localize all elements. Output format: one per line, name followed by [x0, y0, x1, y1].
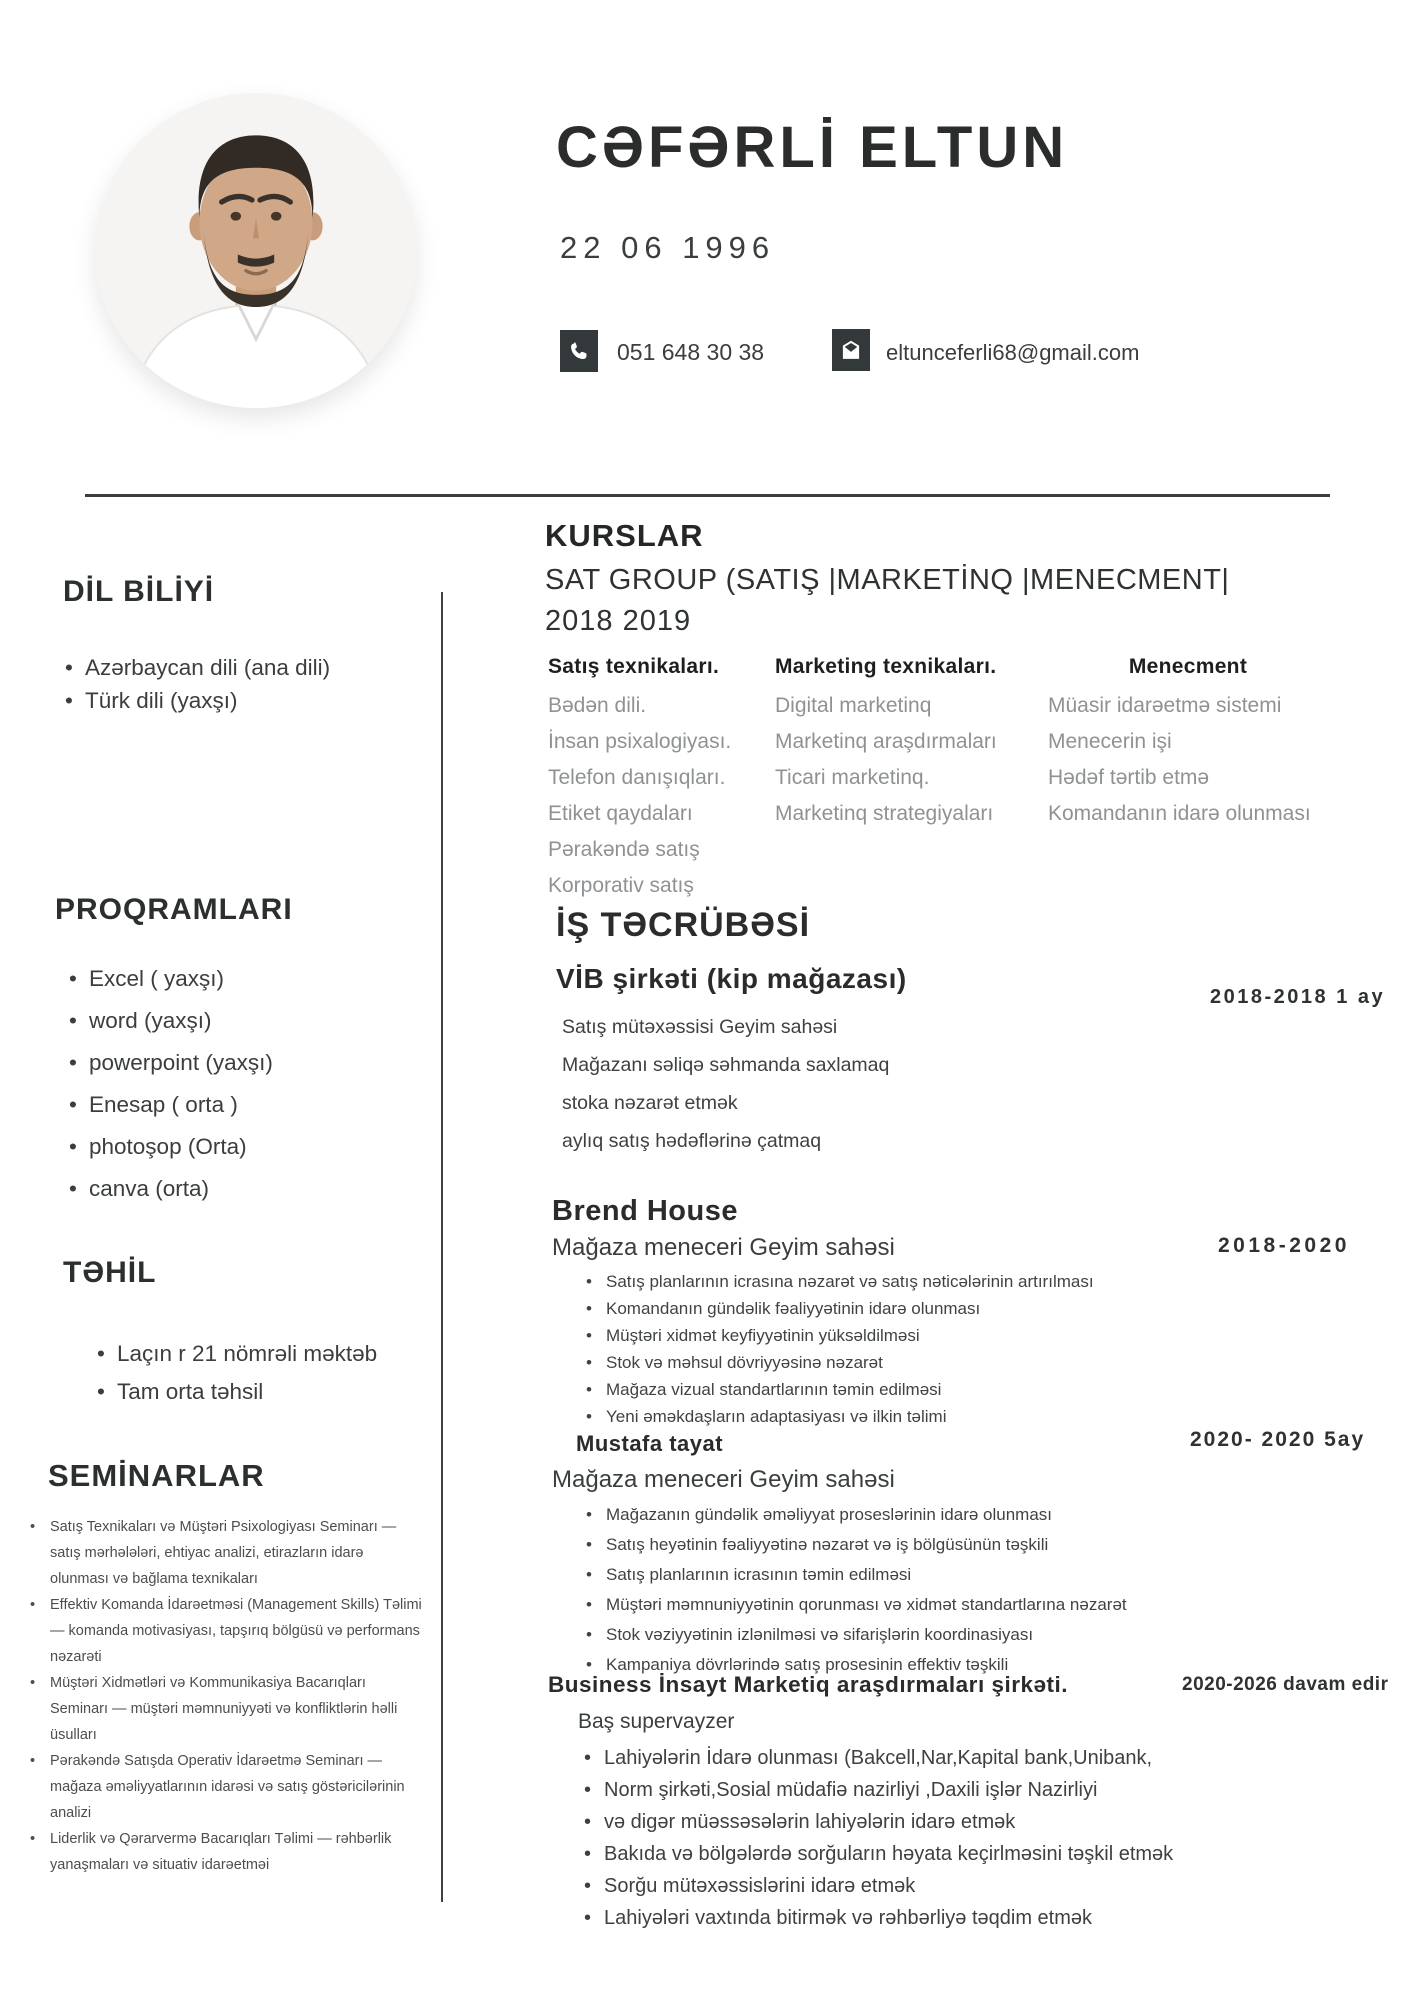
course-item: Digital marketinq [775, 694, 932, 717]
seminar-list [28, 1514, 426, 1878]
job-duty-item: • Kampaniya dövrlərində satış prosesinin effektiv təşkili [584, 1650, 1232, 1680]
section-languages [63, 575, 330, 720]
list-item: • powerpoint (yaxşı) [67, 1049, 293, 1077]
list-item: • photoşop (Orta) [67, 1133, 293, 1161]
course-list [548, 695, 731, 897]
course-item: Ticari marketinq. [775, 766, 930, 789]
section-title: KURSLAR [545, 518, 704, 553]
course-item: Bədən dili. [548, 694, 647, 717]
section-seminars [48, 1458, 426, 1878]
person-name: CƏFƏRLİ ELTUN [556, 115, 1069, 180]
section-title: SEMİNARLAR [48, 1458, 265, 1493]
section-title-experience: İŞ TƏCRÜBƏSİ [556, 906, 811, 944]
list-item: • Excel ( yaxşı) [67, 965, 293, 993]
list-item: • Laçın r 21 nömrəli məktəb [95, 1340, 377, 1368]
job-entry [556, 964, 1196, 1167]
job-date: 2018-2020 [1218, 1234, 1350, 1257]
job-duty-lines [562, 1015, 1196, 1153]
section-programs [55, 893, 293, 1217]
education-list [95, 1340, 377, 1406]
course-item: Telefon danışıqları. [548, 766, 726, 789]
job-company: Business İnsayt Marketiq araşdırmaları şirkəti. [548, 1672, 1068, 1697]
course-column-title: Marketing texnikaları. [775, 655, 997, 678]
course-item: Marketinq strategiyaları [775, 802, 994, 825]
program-list [67, 965, 293, 1203]
course-item: Menecerin işi [1048, 730, 1172, 753]
phone-icon [560, 330, 598, 372]
column-divider [441, 592, 443, 1902]
job-duty-item: • Bakıda və bölgələrdə sorğuların həyata keçirlməsini təşkil etmək [582, 1838, 1238, 1870]
job-duty-item: • Norm şirkəti,Sosial müdafiə nazirliyi ,Daxili işlər Nazirliyi [582, 1774, 1238, 1806]
course-item: Marketinq araşdırmaları [775, 730, 997, 753]
job-duty-line: stoka nəzarət etmək [562, 1091, 738, 1114]
course-item: İnsan psixalogiyası. [548, 730, 732, 753]
list-item: • canva (orta) [67, 1175, 293, 1203]
course-column-title: Menecment [1128, 655, 1248, 678]
course-column-sales [548, 655, 731, 911]
job-date: 2020- 2020 5ay [1190, 1428, 1366, 1451]
course-column-title: Satış texnikaları. [548, 655, 720, 678]
course-item: Müasir idarəetmə sistemi [1048, 694, 1282, 717]
course-list [775, 695, 997, 825]
job-duty-item: • Satış planlarının icrasının təmin edilməsi [584, 1560, 1232, 1590]
profile-photo [95, 93, 417, 408]
list-item: • Effektiv Komanda İdarəetməsi (Management Skills) Təlimi — komanda motivasiyası, tapşırıq bölgüsü və performans nəzarəti [28, 1592, 426, 1670]
courses-years: 2018 2019 [545, 605, 692, 637]
list-item: • Satış Texnikaları və Müştəri Psixologiyası Seminarı — satış mərhələləri, ehtiyac analizi, etirazların idarə olunması və bağlama texnikaları [28, 1514, 426, 1592]
list-item: • Pərakəndə Satışda Operativ İdarəetmə Seminarı — mağaza əməliyyatlarının idarəsi və satış göstəricilərinin analizi [28, 1748, 426, 1826]
course-column-management [1048, 655, 1328, 839]
course-item: Pərakəndə satış [548, 838, 700, 861]
job-date: 2018-2018 1 ay [1210, 986, 1386, 1008]
job-duty-list [582, 1742, 1238, 1934]
section-title: DİL BİLİYİ [63, 575, 215, 608]
job-duty-item: • Müştəri xidmət keyfiyyətinin yüksəldilməsi [584, 1322, 1232, 1349]
course-item: Hədəf tərtib etmə [1048, 766, 1210, 789]
language-list [63, 653, 330, 716]
phone-number: 051 648 30 38 [617, 339, 765, 365]
section-title: PROQRAMLARI [55, 893, 293, 926]
portrait-illustration [95, 93, 417, 408]
job-duty-line: Satış mütəxəssisi Geyim sahəsi [562, 1015, 838, 1038]
job-duty-line: Mağazanı səliqə səhmanda saxlamaq [562, 1053, 890, 1076]
job-entry [552, 1432, 1232, 1680]
course-column-marketing [775, 655, 997, 839]
header-divider [85, 494, 1330, 497]
job-duty-list [584, 1268, 1232, 1430]
job-duty-item: • Satış heyətinin fəaliyyətinə nəzarət və iş bölgüsünün təşkili [584, 1530, 1232, 1560]
list-item: • Türk dili (yaxşı) [63, 686, 330, 715]
section-courses [545, 518, 1229, 638]
section-education [63, 1256, 377, 1416]
job-company: Brend House [552, 1195, 738, 1227]
email-address: eltunceferli68@gmail.com [886, 340, 1140, 365]
courses-provider: SAT GROUP (SATIŞ |MARKETİNQ |MENECMENT| [545, 564, 1230, 596]
job-duty-item: • Sorğu mütəxəssislərini idarə etmək [582, 1870, 1238, 1902]
job-duty-item: • Mağazanın gündəlik əməliyyat proseslərinin idarə olunması [584, 1500, 1232, 1530]
job-entry [552, 1196, 1232, 1430]
job-duty-item: • Stok vəziyyətinin izlənilməsi və sifarişlərin koordinasiyası [584, 1620, 1232, 1650]
job-duty-item: • Lahiyələrin İdarə olunması (Bakcell,Nar,Kapital bank,Unibank, [582, 1742, 1238, 1774]
list-item: • Azərbaycan dili (ana dili) [63, 653, 330, 682]
job-duty-item: • Yeni əməkdaşların adaptasiyası və ilkin təlimi [584, 1403, 1232, 1430]
job-entry [548, 1672, 1238, 1934]
job-date: 2020-2026 davam edir [1182, 1674, 1389, 1695]
course-item: Korporativ satış [548, 874, 694, 897]
envelope-icon [832, 329, 870, 371]
course-list [1048, 695, 1328, 825]
course-item: Etiket qaydaları [548, 802, 693, 825]
job-role: Mağaza meneceri Geyim sahəsi [552, 1233, 895, 1261]
job-duty-item: • Satış planlarının icrasına nəzarət və satış nəticələrinin artırılması [584, 1268, 1232, 1295]
job-company: VİB şirkəti (kip mağazası) [556, 963, 907, 994]
job-duty-item: • Komandanın gündəlik fəaliyyətinin idarə olunması [584, 1295, 1232, 1322]
list-item: • Tam orta təhsil [95, 1378, 377, 1406]
job-duty-list [584, 1500, 1232, 1680]
list-item: • Enesap ( orta ) [67, 1091, 293, 1119]
job-duty-item: • və digər müəssəsələrin lahiyələrin idarə etmək [582, 1806, 1238, 1838]
job-duty-item: • Lahiyələri vaxtında bitirmək və rəhbərliyə təqdim etmək [582, 1902, 1238, 1934]
job-duty-item: • Stok və məhsul dövriyyəsinə nəzarət [584, 1349, 1232, 1376]
list-item: • Liderlik və Qərarvermə Bacarıqları Təlimi — rəhbərlik yanaşmaları və situativ idarəetməi [28, 1826, 426, 1878]
job-duty-line: aylıq satış hədəflərinə çatmaq [562, 1129, 822, 1152]
birthdate: 22 06 1996 [560, 230, 776, 265]
list-item: • Müştəri Xidmətləri və Kommunikasiya Bacarıqları Seminarı — müştəri məmnuniyyəti və konfliktlərin həlli üsulları [28, 1670, 426, 1748]
section-title: TƏHİL [63, 1256, 157, 1289]
job-duty-item: • Mağaza vizual standartlarının təmin edilməsi [584, 1376, 1232, 1403]
job-role: Mağaza meneceri Geyim sahəsi [552, 1466, 895, 1494]
job-company: Mustafa tayat [576, 1431, 724, 1456]
job-role: Baş supervayzer [578, 1709, 735, 1733]
course-item: Komandanın idarə olunması [1048, 802, 1311, 825]
job-duty-item: • Müştəri məmnuniyyətinin qorunması və xidmət standartlarına nəzarət [584, 1590, 1232, 1620]
list-item: • word (yaxşı) [67, 1007, 293, 1035]
